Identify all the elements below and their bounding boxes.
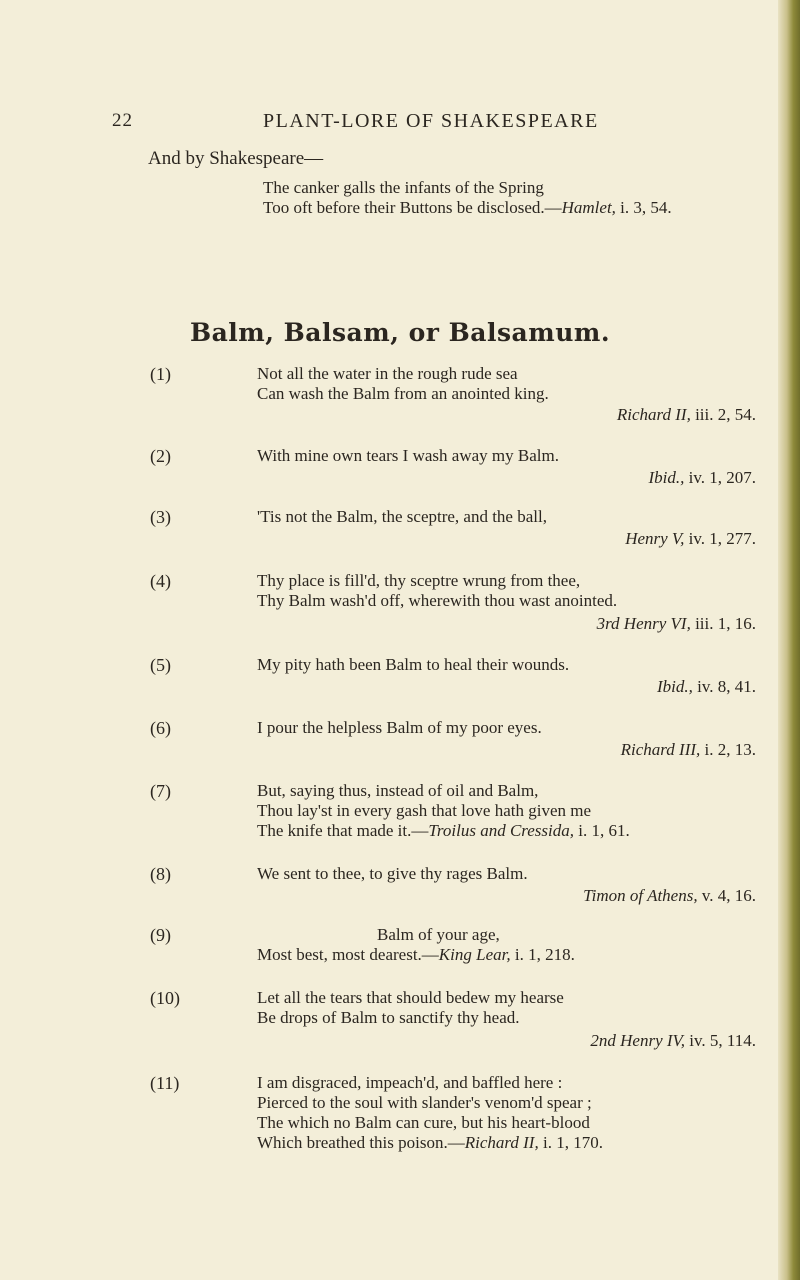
citation-source: 3rd Henry VI, [596,614,691,633]
quote-line: Which breathed this poison.—Richard II, i. 1, 170. [257,1133,603,1152]
citation-source: Hamlet, [561,198,616,217]
intro-quote [263,178,672,218]
entry-number: (8) [150,864,171,884]
entry-number: (6) [150,718,171,738]
quote-lines [257,781,630,841]
quote-lines [257,1073,603,1153]
citation-location: iv. 1, 207. [684,468,756,487]
citation-source: King Lear, [438,945,511,964]
quote-line: Most best, most dearest.—King Lear, i. 1, 218. [257,945,575,964]
citation-source: Ibid., [648,468,685,487]
citation-source: Troilus and Cressida, [428,821,575,840]
quote-line: Let all the tears that should bedew my hearse [257,988,564,1007]
citation-source: Timon of Athens, [583,886,698,905]
intro-text: And by Shakespeare— [148,148,324,169]
citation-location: iv. 5, 114. [685,1031,756,1050]
section-heading: Balm, Balsam, or Balsamum. [189,318,611,347]
quote-lines [257,571,617,611]
quote-line: Thy place is fill'd, thy sceptre wrung from thee, [257,571,581,590]
citation [657,677,756,697]
running-title: PLANT-LORE OF SHAKESPEARE [263,110,599,132]
citation-location: iii. 1, 16. [690,614,756,633]
citation-location: iv. 1, 277. [684,529,756,548]
citation [625,529,756,549]
citation-location: v. 4, 16. [697,886,756,905]
citation-location: i. 2, 13. [700,740,756,759]
quote-lines [257,718,542,738]
quote-lines [257,925,575,965]
citation-location: i. 1, 61. [574,821,630,840]
quote-line: Too oft before their Buttons be disclosed.—Hamlet, i. 3, 54. [263,198,672,217]
citation-location: iv. 8, 41. [692,677,756,696]
quote-lines [257,988,564,1028]
entry-number: (9) [150,925,171,945]
quote-line: Can wash the Balm from an anointed king. [257,384,549,403]
quote-line: Thy Balm wash'd off, wherewith thou wast anointed. [257,591,618,610]
quote-lines [257,507,547,527]
entry-number: (7) [150,781,171,801]
quote-line: Not all the water in the rough rude sea [257,364,518,383]
citation [621,740,756,760]
citation-location: i. 3, 54. [615,198,672,217]
quote-line: Balm of your age, [377,925,500,944]
quote-line: But, saying thus, instead of oil and Balm, [257,781,539,800]
citation-source: Richard II, [464,1133,539,1152]
citation [590,1031,756,1051]
entry-number: (5) [150,655,171,675]
quote-line: My pity hath been Balm to heal their wounds. [257,655,570,674]
citation-source: Henry V, [625,529,685,548]
quote-line: 'Tis not the Balm, the sceptre, and the ball, [257,507,547,526]
entry-number: (11) [150,1073,180,1093]
quote-line: I pour the helpless Balm of my poor eyes. [257,718,542,737]
quote-line: The which no Balm can cure, but his heart-blood [257,1113,590,1132]
citation-source: Richard III, [620,740,701,759]
quote-lines [257,446,559,466]
citation-source: Richard II, [616,405,691,424]
entry-number: (4) [150,571,171,591]
quote-line: The canker galls the infants of the Spring [263,178,544,197]
quote-line: With mine own tears I wash away my Balm. [257,446,559,465]
quote-line: We sent to thee, to give thy rages Balm. [257,864,528,883]
citation-source: Ibid., [656,677,693,696]
quote-lines [257,655,569,675]
quote-line: The knife that made it.—Troilus and Cressida, i. 1, 61. [257,821,630,840]
entry-number: (2) [150,446,171,466]
entry-number: (10) [150,988,180,1008]
quote-lines [257,364,549,404]
entry-number: (3) [150,507,171,527]
citation [648,468,756,488]
quote-line: Pierced to the soul with slander's venom'd spear ; [257,1093,592,1112]
page-number: 22 [112,110,133,131]
entry-number: (1) [150,364,171,384]
quote-line: Be drops of Balm to sanctify thy head. [257,1008,520,1027]
quote-line: Thou lay'st in every gash that love hath given me [257,801,592,820]
citation-source: 2nd Henry IV, [590,1031,685,1050]
citation-location: iii. 2, 54. [690,405,756,424]
quote-line: I am disgraced, impeach'd, and baffled here : [257,1073,563,1092]
citation [583,886,756,906]
citation [617,405,756,425]
citation [597,614,756,634]
citation-location: i. 1, 218. [510,945,575,964]
page-edge [778,0,800,1280]
quote-lines [257,864,528,884]
citation-location: i. 1, 170. [538,1133,603,1152]
